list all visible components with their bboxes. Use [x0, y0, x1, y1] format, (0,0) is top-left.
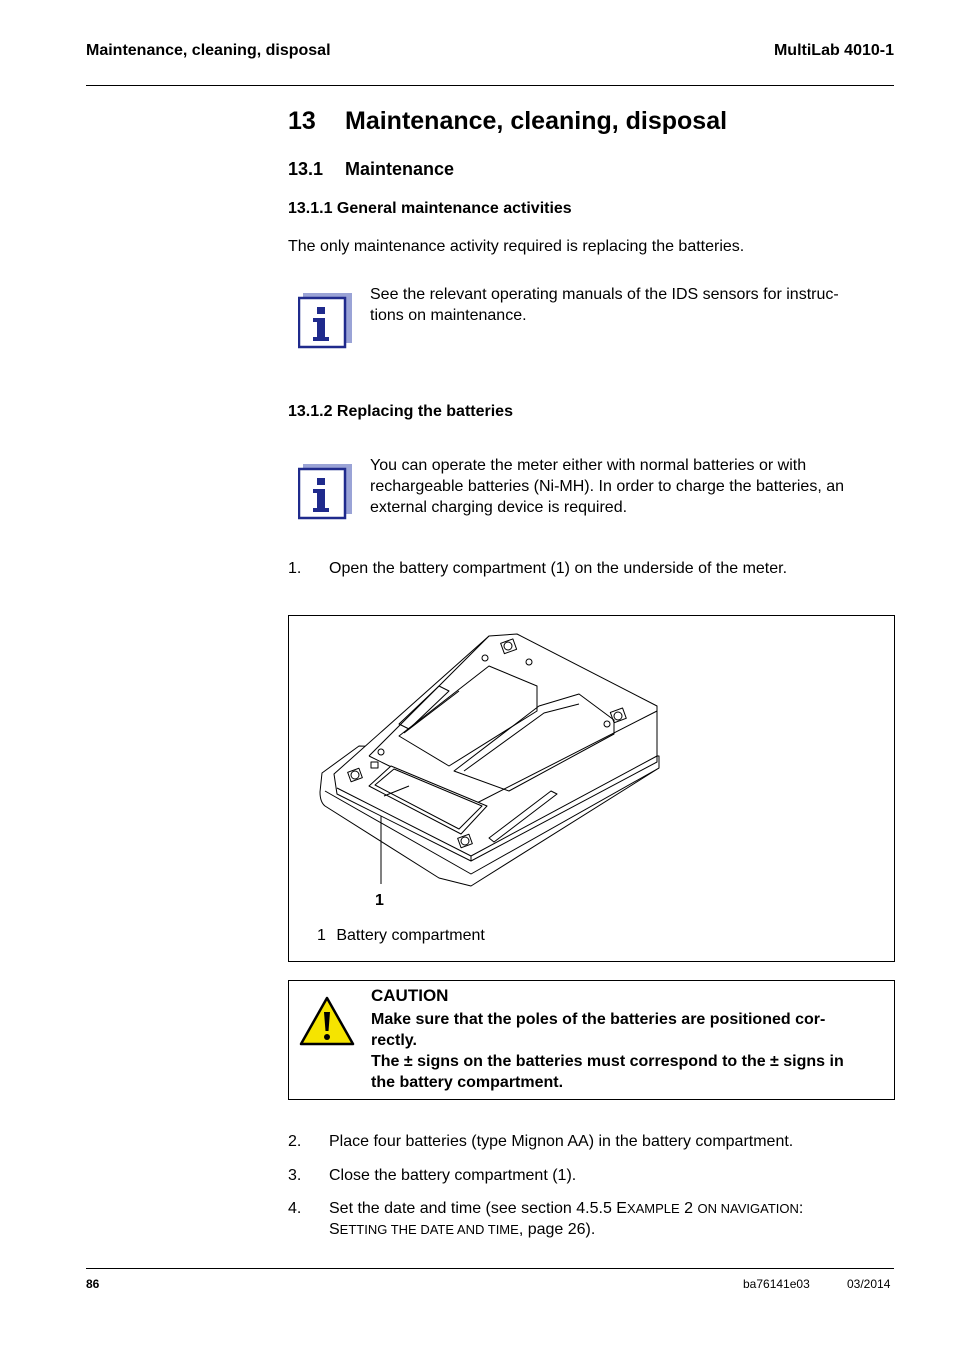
- document-id: ba76141e03: [743, 1277, 810, 1291]
- step-text: Place four batteries (type Mignon AA) in the battery compartment.: [329, 1133, 794, 1150]
- step-text: Set the date and time (see section 4.5.5 EXAMPLE 2 ON NAVIGATION: SETTING THE DATE AND TIME, page 26).: [329, 1200, 804, 1238]
- caution-text: [371, 1009, 891, 1093]
- section-title: Maintenance: [345, 159, 455, 179]
- caution-title: CAUTION: [371, 986, 449, 1005]
- subsection-heading-general: 13.1.1 General maintenance activities: [288, 200, 572, 217]
- chapter-title: Maintenance, cleaning, disposal: [345, 107, 728, 135]
- note-line: external charging device is required.: [370, 499, 628, 516]
- running-header-title: Maintenance, cleaning, disposal: [86, 42, 331, 59]
- footer-rule: [86, 1268, 894, 1269]
- step-number: 1.: [288, 560, 302, 577]
- step-text: Open the battery compartment (1) on the underside of the meter.: [329, 560, 788, 577]
- note-line: See the relevant operating manuals of the IDS sensors for instruc-: [370, 286, 839, 303]
- section-heading: [288, 159, 454, 180]
- figure-legend: [317, 927, 485, 945]
- chapter-heading: [288, 107, 727, 136]
- step-4: [288, 1198, 888, 1242]
- note-line: tions on maintenance.: [370, 307, 527, 324]
- caution-box: [288, 980, 895, 1100]
- info-note-sensors: [370, 284, 890, 326]
- header-rule: [86, 85, 894, 86]
- caution-line: The ± signs on the batteries must correspond to the ± signs in: [371, 1053, 844, 1070]
- legend-number: 1: [317, 927, 326, 944]
- step-number: 4.: [288, 1200, 302, 1217]
- figure-box: [288, 615, 895, 962]
- subsection-heading-batteries: 13.1.2 Replacing the batteries: [288, 403, 513, 420]
- warning-triangle-icon: [298, 995, 356, 1047]
- chapter-number: 13: [288, 107, 316, 135]
- document-date: 03/2014: [847, 1277, 891, 1291]
- caution-line: the battery compartment.: [371, 1074, 564, 1091]
- caution-line: Make sure that the poles of the batteries are positioned cor-: [371, 1011, 826, 1028]
- info-note-batteries: [370, 455, 890, 518]
- step-number: 2.: [288, 1133, 302, 1150]
- step-text: Close the battery compartment (1).: [329, 1167, 577, 1184]
- note-line: rechargeable batteries (Ni-MH). In order to charge the batteries, an: [370, 478, 845, 495]
- step-number: 3.: [288, 1167, 302, 1184]
- section-number: 13.1: [288, 159, 324, 179]
- page-number: 86: [86, 1277, 100, 1291]
- intro-paragraph: The only maintenance activity required is replacing the batteries.: [288, 238, 745, 255]
- caution-line: rectly.: [371, 1032, 417, 1049]
- figure-callout: 1: [375, 892, 384, 909]
- info-icon: [298, 464, 353, 520]
- legend-text: Battery compartment: [336, 927, 485, 944]
- running-header-product: MultiLab 4010-1: [773, 42, 894, 59]
- info-icon: [298, 293, 353, 349]
- note-line: You can operate the meter either with normal batteries or with: [370, 457, 807, 474]
- meter-underside-illustration: [289, 616, 894, 906]
